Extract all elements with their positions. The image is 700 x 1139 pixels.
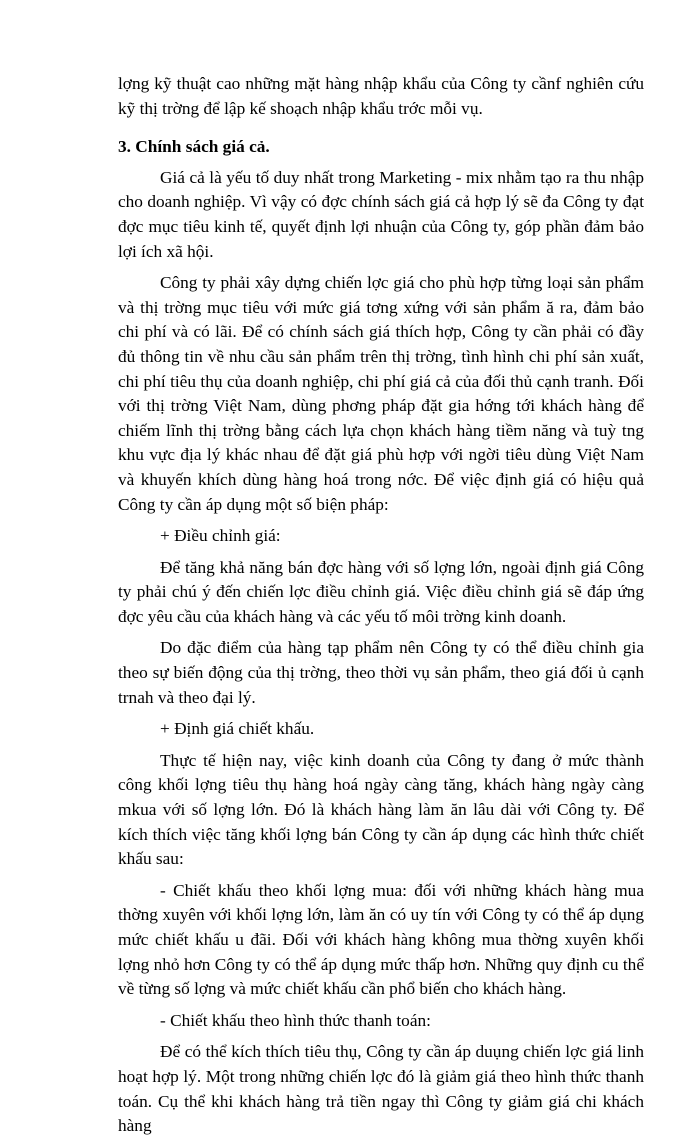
paragraph: Thực tế hiện nay, việc kinh doanh của Công ty đang ở mức thành công khối lợng tiêu thụ hàng hoá ngày càng tăng, khách hàng ngày càng mkua với số lợng lớn. Đó là khách hàng làm ăn lâu dài với Công ty. Để kích thích việc tăng khối lợng bán Công ty cần áp dụng các hình thức chiết khấu sau: <box>118 750 644 869</box>
subheading-discount-pricing: + Định giá chiết khấu. <box>160 719 315 739</box>
section-heading: 3. Chính sách giá cả. <box>118 137 270 157</box>
paragraph: Để tăng khả năng bán đợc hàng với số lợng lớn, ngoài định giá Công ty phải chú ý đến chiến lợc điều chỉnh giá. Việc điều chỉnh giá sẽ đáp ứng đợc yêu cầu của khách hàng và các yếu tố môi trờng kinh doanh. <box>118 557 644 626</box>
paragraph: - Chiết khấu theo khối lợng mua: đối với những khách hàng mua thờng xuyên với khối lợng lớn, làm ăn có uy tín với Công ty có thể áp dụng mức chiết khấu u đãi. Đối với khách hàng không mua thờng xuyên khối lợng nhỏ hơn Công ty có thể áp dụng mức thấp hơn. Những quy định cu thể về từng số lợng và mức chiết khấu cần phổ biến cho khách hàng. <box>118 880 644 999</box>
paragraph: Giá cả là yếu tố duy nhất trong Marketing - mix nhằm tạo ra thu nhập cho doanh nghiệp. Vì vậy có đợc chính sách giá cả hợp lý sẽ đa Công ty đạt đợc mục tiêu kinh tế, quyết định lợi nhuận của Công ty, góp phần đảm bảo lợi ích xã hội. <box>118 167 644 261</box>
subheading-payment-discount: - Chiết khấu theo hình thức thanh toán: <box>160 1010 431 1030</box>
subheading-price-adjustment: + Điều chỉnh giá: <box>160 526 281 546</box>
paragraph: Để có thể kích thích tiêu thụ, Công ty cần áp duụng chiến lợc giá linh hoạt hợp lý. Một trong những chiến lợc đó là giảm giá theo hình thức thanh toán. Cụ thể khi khách hàng trả tiền ngay thì Công ty giảm giá chi khách hàng <box>118 1042 644 1136</box>
paragraph: Do đặc điểm của hàng tạp phẩm nên Công ty có thể điều chỉnh gia theo sự biến động của thị trờng, theo thời vụ sản phẩm, theo giá đối ủ cạnh trnah và theo đại lý. <box>118 638 644 707</box>
paragraph-continuation: lợng kỹ thuật cao những mặt hàng nhập khẩu của Công ty cầnf nghiên cứu kỹ thị trờng để lập kế shoạch nhập khẩu trớc mỗi vụ. <box>118 74 644 118</box>
paragraph: Công ty phải xây dựng chiến lợc giá cho phù hợp từng loại sản phẩm và thị trờng mục tiêu với mức giá tơng xứng với sản phẩm ă ra, đảm bảo chi phí và có lãi. Để có chính sách giá thích hợp, Công ty cần phải có đầy đủ thông tin về nhu cầu sản phẩm trên thị trờng, tình hình chi phí sản xuất, chi phí tiêu thụ của doanh nghiệp, chi phí giá cả của đối thủ cạnh tranh. Đối với thị trờng Việt Nam, dùng phơng pháp đặt gia hớng tới khách hàng để chiếm lĩnh thị trờng bằng cách lựa chọn khách hàng tiềm năng và tuỳ tng khu vực địa lý khác nhau để đặt giá phù hợp với ngời tiêu dùng Việt Nam và khuyến khích dùng hàng hoá trong nớc. Để việc định giá có hiệu quả Công ty cần áp dụng một số biện pháp: <box>118 273 644 514</box>
